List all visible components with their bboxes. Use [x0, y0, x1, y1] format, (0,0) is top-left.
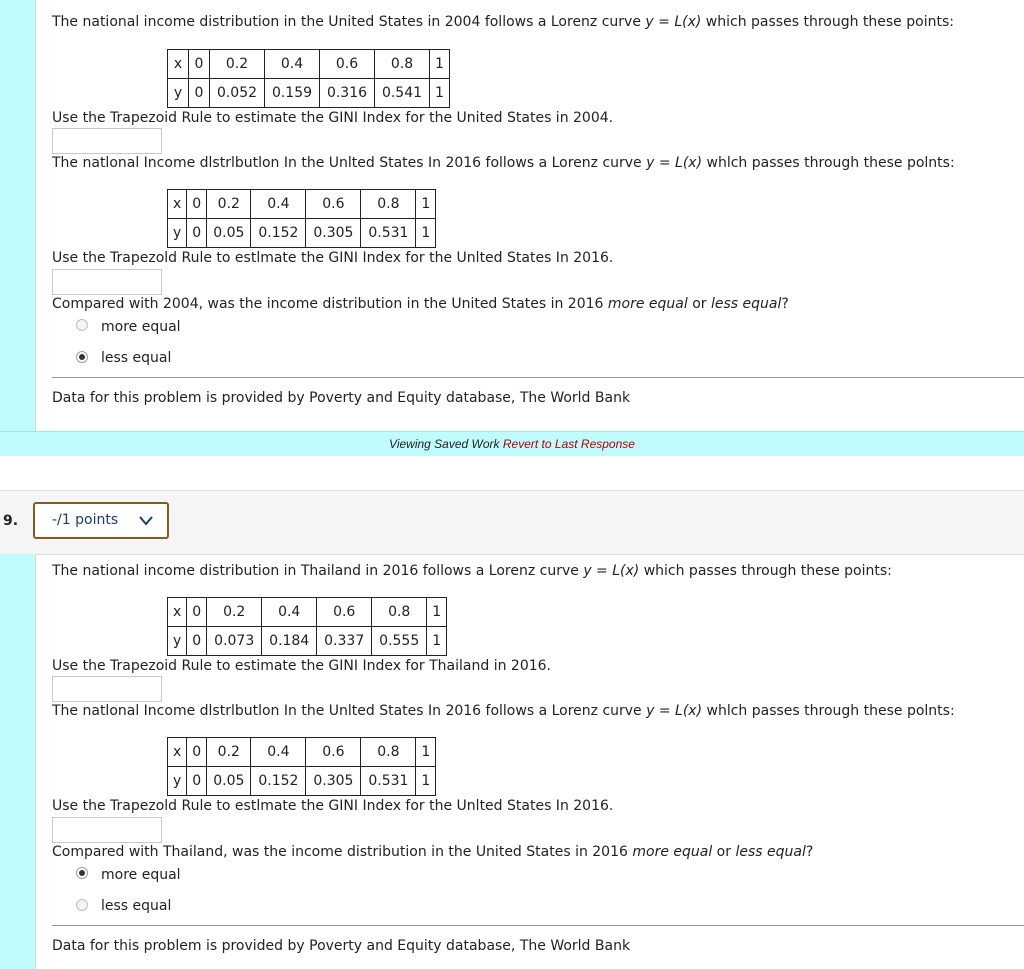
q9-part1-points-table [167, 597, 447, 656]
saved-work-bar [0, 431, 1024, 457]
table-cell: 0.531 [361, 767, 416, 796]
table-cell: 0 [187, 738, 207, 767]
table-cell: y [168, 767, 187, 796]
table-cell: 0.073 [207, 627, 262, 656]
table-cell: 0.05 [207, 767, 251, 796]
table-cell: y [168, 627, 187, 656]
table-cell: 1 [416, 219, 436, 248]
points-label: -/1 points [52, 512, 119, 528]
table-cell: 0.4 [265, 50, 320, 79]
q9-part2-prompt: The natlonal Income dlstrlbutlon In the Unlted States In 2016 follows a Lorenz curve y = L(x) whlch passes through these polnts: [52, 703, 955, 719]
table-cell: 0.184 [262, 627, 317, 656]
table-cell: 0.2 [210, 50, 265, 79]
points-dropdown-button[interactable] [33, 502, 169, 539]
q8-radio-less-equal-label[interactable]: less equal [101, 350, 172, 366]
table-cell: 0.152 [251, 767, 306, 796]
question-number: 9. [3, 513, 19, 529]
table-cell: 0.152 [251, 219, 306, 248]
table-cell: y [168, 219, 187, 248]
q9-radio-more-equal-label[interactable]: more equal [101, 867, 181, 883]
q9-radio-less-equal[interactable] [76, 899, 88, 911]
table-cell: 0.6 [317, 598, 372, 627]
q9-part2-instruction: Use the Trapezold Rule to estlmate the GINI Index for the Unlted States In 2016. [52, 798, 614, 814]
table-cell: 0.8 [361, 190, 416, 219]
table-cell: 0 [187, 767, 207, 796]
table-cell: 0.555 [372, 627, 427, 656]
table-cell: 0.8 [372, 598, 427, 627]
q8-part2-answer-input[interactable] [52, 269, 162, 295]
table-cell: 0 [187, 598, 207, 627]
table-cell: x [168, 50, 189, 79]
table-cell: 1 [430, 79, 450, 108]
table-row [168, 627, 447, 656]
table-cell: 0.2 [207, 738, 251, 767]
table-cell: 1 [416, 738, 436, 767]
table-cell: y [168, 79, 189, 108]
table-cell: 0 [187, 627, 207, 656]
q8-part1-points-table [167, 49, 450, 108]
viewing-saved-work-label: Viewing Saved Work [389, 437, 503, 451]
table-row [168, 190, 436, 219]
q8-part1-answer-input[interactable] [52, 128, 162, 154]
table-row [168, 738, 436, 767]
q8-part2-instruction: Use the Trapezold Rule to estlmate the GINI Index for the Unlted States In 2016. [52, 250, 614, 266]
table-cell: 0.6 [320, 50, 375, 79]
content-border [35, 554, 36, 969]
table-row [168, 79, 450, 108]
table-cell: 0.305 [306, 219, 361, 248]
table-cell: 0.6 [306, 190, 361, 219]
q8-compare-question: Compared with 2004, was the income distribution in the United States in 2016 more equal or less equal? [52, 296, 789, 312]
table-cell: 0.2 [207, 190, 251, 219]
table-row [168, 767, 436, 796]
table-cell: 0.541 [375, 79, 430, 108]
table-cell: 0.159 [265, 79, 320, 108]
table-cell: 0.4 [262, 598, 317, 627]
q8-part2-points-table [167, 189, 436, 248]
q9-compare-question: Compared with Thailand, was the income distribution in the United States in 2016 more equal or less equal? [52, 844, 814, 860]
q8-radio-less-equal[interactable] [76, 351, 88, 363]
table-row [168, 219, 436, 248]
table-row [168, 598, 447, 627]
table-cell: x [168, 738, 187, 767]
table-cell: 0 [189, 79, 210, 108]
q9-part1-prompt: The national income distribution in Thailand in 2016 follows a Lorenz curve y = L(x) which passes through these points: [52, 563, 892, 579]
table-cell: 1 [416, 190, 436, 219]
q9-part2-answer-input[interactable] [52, 817, 162, 843]
table-cell: 1 [416, 767, 436, 796]
divider [52, 377, 1024, 378]
table-cell: 0 [187, 190, 207, 219]
table-cell: 0 [187, 219, 207, 248]
table-cell: 0.052 [210, 79, 265, 108]
table-row [168, 50, 450, 79]
question-side-bar [0, 0, 36, 431]
q9-part1-answer-input[interactable] [52, 676, 162, 702]
q8-part1-prompt: The national income distribution in the United States in 2004 follows a Lorenz curve y = L(x) which passes through these points: [52, 14, 954, 30]
table-cell: 0.4 [251, 738, 306, 767]
table-cell: 0.6 [306, 738, 361, 767]
q8-radio-more-equal-label[interactable]: more equal [101, 319, 181, 335]
chevron-down-icon [138, 515, 154, 527]
q9-data-source: Data for this problem is provided by Poverty and Equity database, The World Bank [52, 938, 631, 954]
table-cell: x [168, 190, 187, 219]
table-cell: 0.4 [251, 190, 306, 219]
divider [52, 925, 1024, 926]
q8-data-source: Data for this problem is provided by Poverty and Equity database, The World Bank [52, 390, 631, 406]
question-gap [0, 456, 1024, 490]
question-side-bar [0, 554, 36, 969]
table-cell: 1 [430, 50, 450, 79]
content-border [35, 0, 36, 431]
q8-radio-more-equal[interactable] [76, 319, 88, 331]
table-cell: x [168, 598, 187, 627]
q9-radio-less-equal-label[interactable]: less equal [101, 898, 172, 914]
table-cell: 0.8 [375, 50, 430, 79]
table-cell: 0.305 [306, 767, 361, 796]
table-cell: 1 [427, 598, 447, 627]
q8-part1-instruction: Use the Trapezoid Rule to estimate the GINI Index for the United States in 2004. [52, 110, 614, 126]
table-cell: 0.05 [207, 219, 251, 248]
table-cell: 0.8 [361, 738, 416, 767]
q9-part1-instruction: Use the Trapezoid Rule to estimate the GINI Index for Thailand in 2016. [52, 658, 551, 674]
q8-part2-prompt: The natlonal Income dlstrlbutlon In the Unlted States In 2016 follows a Lorenz curve y = L(x) whlch passes through these polnts: [52, 155, 955, 171]
q9-radio-more-equal[interactable] [76, 867, 88, 879]
table-cell: 0.531 [361, 219, 416, 248]
q9-part2-points-table [167, 737, 436, 796]
table-cell: 1 [427, 627, 447, 656]
table-cell: 0 [189, 50, 210, 79]
revert-link[interactable]: Revert to Last Response [502, 437, 635, 451]
table-cell: 0.2 [207, 598, 262, 627]
table-cell: 0.337 [317, 627, 372, 656]
table-cell: 0.316 [320, 79, 375, 108]
